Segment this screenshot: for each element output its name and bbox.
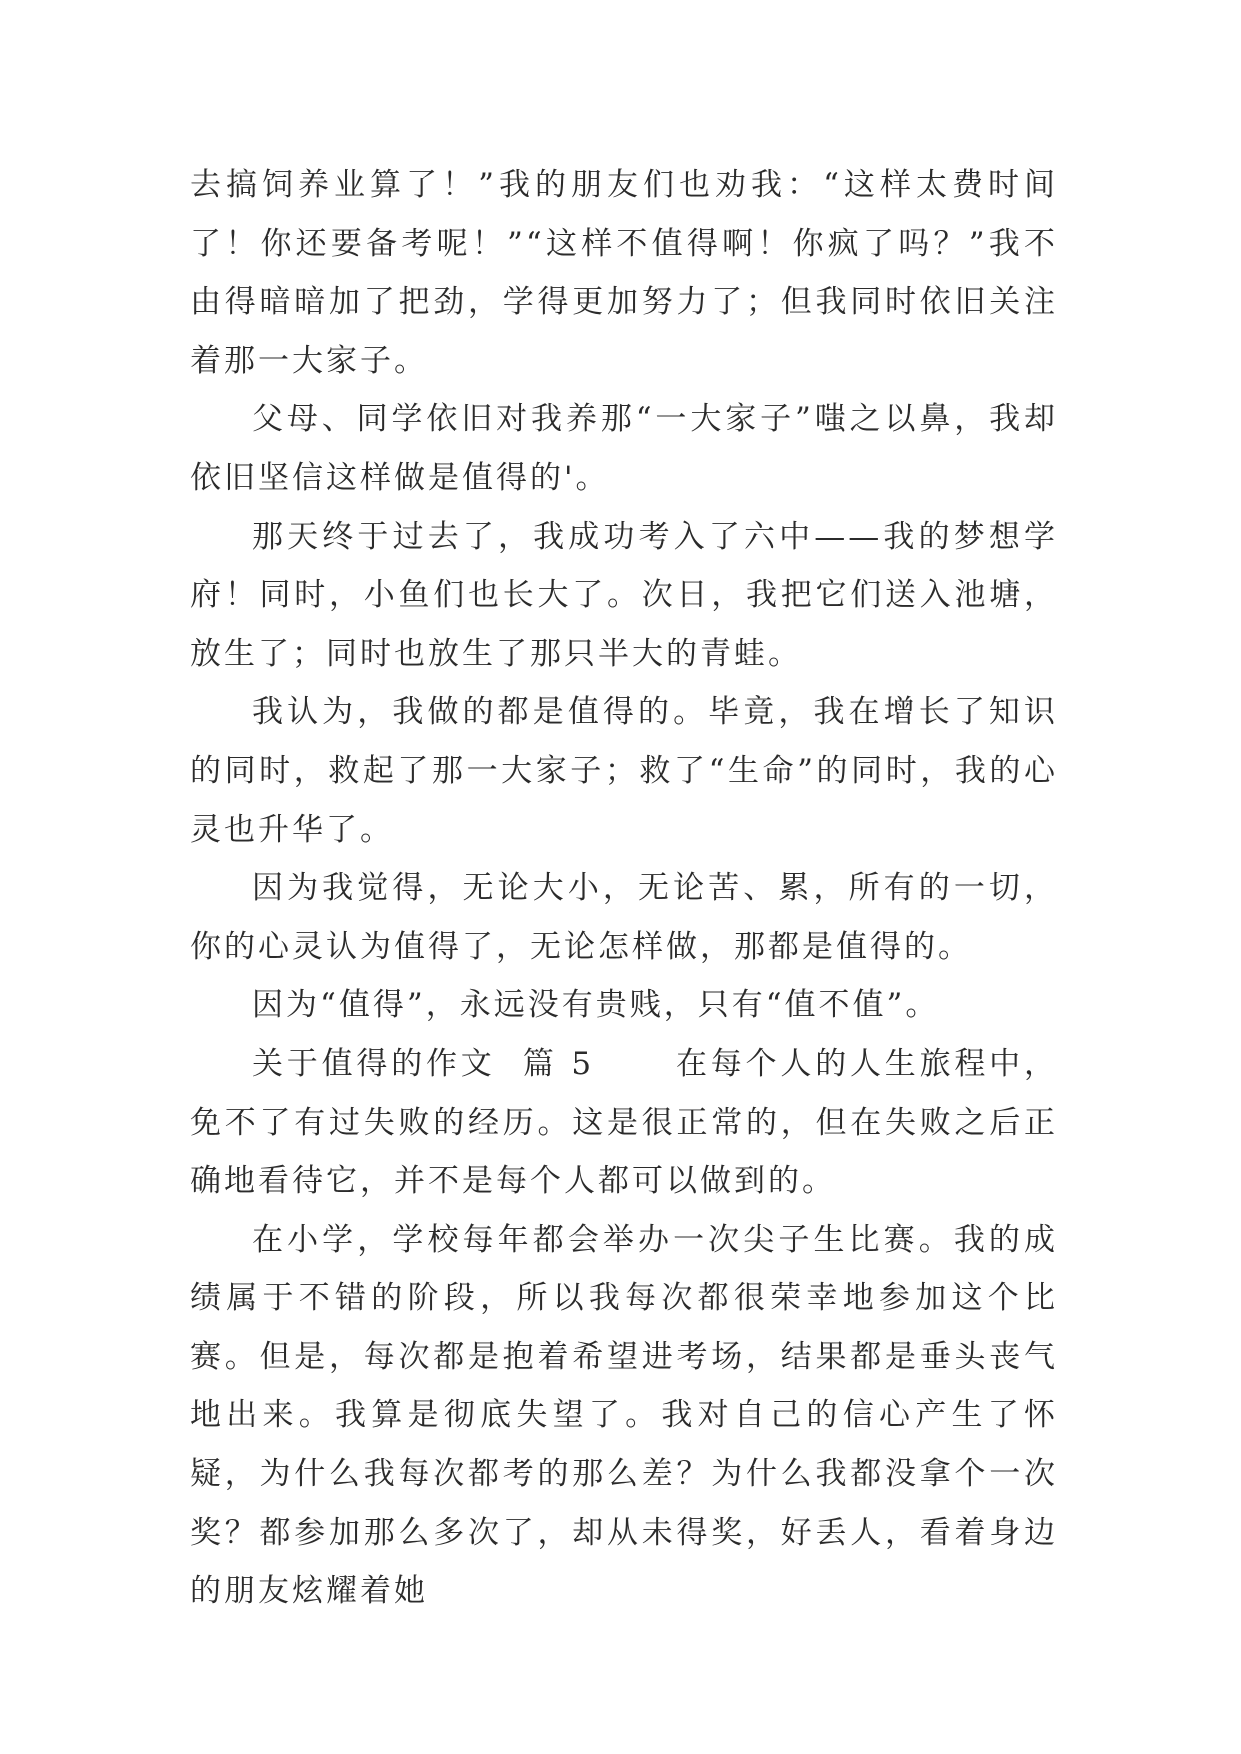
paragraph-1: 去搞饲养业算了！”我的朋友们也劝我：“这样太费时间了！你还要备考呢！”“这样不值得啊！你疯了吗？”我不由得暗暗加了把劲，学得更加努力了；但我同时依旧关注着那一大家子。 — [190, 167, 1058, 379]
essay-text — [190, 156, 1058, 1621]
paragraph-2: 父母、同学依旧对我养那“一大家子”嗤之以鼻，我却依旧坚信这样做是值得的'。 — [190, 401, 1058, 496]
paragraph-6: 因为“值得”，永远没有贵贱，只有“值不值”。 — [252, 987, 940, 1024]
paragraph-8: 在小学，学校每年都会举办一次尖子生比赛。我的成绩属于不错的阶段，所以我每次都很荣幸地参加这个比赛。但是，每次都是抱着希望进考场，结果都是垂头丧气地出来。我算是彻底失望了。我对自己的信心产生了怀疑，为什么我每次都考的那么差？为什么我都没拿个一次奖？都参加那么多次了，却从未得奖，好丢人，看着身边的朋友炫耀着她 — [190, 1221, 1058, 1610]
paragraph-7: 关于值得的作文 篇 5 在每个人的人生旅程中，免不了有过失败的经历。这是很正常的，但在失败之后正确地看待它，并不是每个人都可以做到的。 — [190, 1045, 1058, 1200]
paragraph-4: 我认为，我做的都是值得的。毕竟，我在增长了知识的同时，救起了那一大家子；救了“生命”的同时，我的心灵也升华了。 — [190, 694, 1058, 848]
paragraph-5: 因为我觉得，无论大小，无论苦、累，所有的一切，你的心灵认为值得了，无论怎样做，那都是值得的。 — [190, 870, 1058, 965]
paragraph-3: 那天终于过去了，我成功考入了六中——我的梦想学府！同时，小鱼们也长大了。次日，我把它们送入池塘，放生了；同时也放生了那只半大的青蛙。 — [190, 518, 1058, 672]
